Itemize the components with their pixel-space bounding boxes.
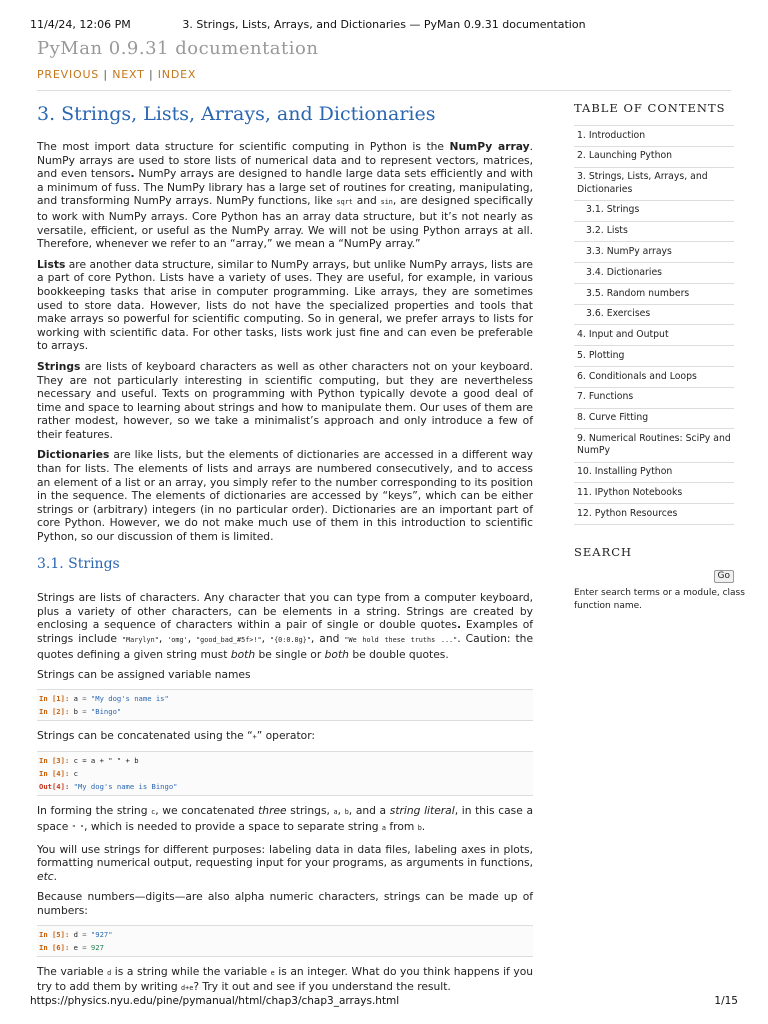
doc-title[interactable]: PyMan 0.9.31 documentation [37, 38, 319, 59]
paragraph-lists: Lists are another data structure, similar to NumPy arrays, but unlike NumPy arrays, lists are a part of core Python. Lists have a variety of uses. They are useful, for example, in various bookkeeping tasks that arise in computer programming. Like arrays, they are sometimes used to store data. However, lists do not have the specialized properties and tools that make arrays so powerful for scientific computing. So in general, we prefer arrays to lists for working with scientific data. For other tasks, lists work just fine and can even be preferable to arrays. [37, 257, 533, 353]
toc-item-introduction[interactable]: 1. Introduction [574, 126, 734, 147]
toc-item-curve-fitting[interactable]: 8. Curve Fitting [574, 409, 734, 430]
toc-item-input-output[interactable]: 4. Input and Output [574, 325, 734, 346]
paragraph-variable-types: The variable d is a string while the variable e is an integer. What do you think happens if you try to add them by writing d+e? Try it out and see if you understand the result. [37, 964, 534, 994]
sidebar [574, 101, 745, 613]
search-help: Enter search terms or a module, class function name. [574, 587, 745, 611]
paragraph-numpy: The most import data structure for scientific computing in Python is the NumPy array. NumPy arrays are used to store lists of numerical data and to represent vectors, matrices, and even tensors. NumPy arrays are designed to handle large data sets efficiently and with a minimum of fuss. The NumPy library has a large set of routines for creating, manipulating, and transforming NumPy arrays. NumPy functions, like sqrt and sin, are designed specifically to work with NumPy arrays. Core Python has an array data structure, but it’s not nearly as versatile, efficient, or useful as the NumPy array. We will not be using Python arrays at all. Therefore, whenever we refer to an “array,” we mean a “NumPy array.” [37, 140, 534, 251]
search-form [574, 569, 734, 585]
relation-nav [37, 68, 196, 81]
toc-item-numerical-routines[interactable]: 9. Numerical Routines: SciPy and NumPy [574, 429, 734, 462]
toc-item-python-resources[interactable]: 12. Python Resources [574, 504, 734, 525]
next-link[interactable]: NEXT [112, 68, 145, 81]
code-block: In [5]: d = "927" In [6]: e = 927 [37, 925, 533, 957]
toc-item-functions[interactable]: 7. Functions [574, 388, 734, 409]
paragraph-strings-intro: Strings are lists of characters. Any character that you can type from a computer keyboard, plus a variety of other characters, can be elements in a string. Strings are created by enclosing a sequence of characters within a pair of single or double quotes. Examples of strings include "Marylyn", 'omg', "good_bad_#5f>!", "{0:0.8g}", and "We hold these truths ...". Caution: the quotes defining a given string must both be single or both be double quotes. [37, 591, 534, 661]
print-date: 11/4/24, 12:06 PM [30, 18, 131, 31]
toc-list [574, 125, 734, 525]
code-block: In [1]: a = "My dog's name is" In [2]: b = "Bingo" [37, 689, 533, 721]
inline-code: sqrt [336, 198, 353, 207]
toc-item-strings-lists-arrays[interactable]: 3. Strings, Lists, Arrays, and Dictionaries [574, 168, 734, 201]
toc-item-plotting[interactable]: 5. Plotting [574, 346, 734, 367]
search-heading: SEARCH [574, 544, 633, 559]
print-url: https://physics.nyu.edu/pine/pymanual/html/chap3/chap3_arrays.html [30, 995, 400, 1007]
toc-item-ipython-notebooks[interactable]: 11. IPython Notebooks [574, 483, 734, 504]
paragraph-purposes: You will use strings for different purposes: labeling data in data files, labeling axes in plots, formatting numerical output, requesting input for your programs, as arguments in functions, etc. [37, 842, 533, 883]
toc-item-exercises[interactable]: 3.6. Exercises [574, 305, 734, 326]
print-page-title: 3. Strings, Lists, Arrays, and Dictionaries — PyMan 0.9.31 documentation [182, 18, 586, 31]
paragraph-forming-string: In forming the string c, we concatenated three strings, a, b, and a string literal, in this case a space " ", which is needed to provide a space to separate string a from b. [37, 804, 533, 833]
main-content [37, 98, 533, 1003]
paragraph-dictionaries: Dictionaries are like lists, but the elements of dictionaries are accessed in a different way than for lists. The elements of lists and arrays are numbered consecutively, and to access an element of a list or an array, you simply refer to the number corresponding to its position in the sequence. The elements of dictionaries are accessed by “keys”, which can be either strings or (arbitrary) integers (in no particular order). Dictionaries are an important part of core Python. However, we do not make much use of them in this introduction to scientific Python, so our discussion of them is limited. [37, 448, 533, 544]
search-input[interactable] [574, 569, 690, 582]
paragraph-strings: Strings are lists of keyboard characters as well as other characters not on your keyboard. They are not particularly interesting in scientific computing, but they are nevertheless necessary and useful. Texts on programming with Python typically devote a good deal of time and space to learning about strings and how to manipulate them. Our uses of them are rather modest, however, so we take a minimalist’s approach and only introduce a few of their features. [37, 359, 533, 441]
inline-code: sin [380, 198, 393, 207]
previous-link[interactable]: PREVIOUS [37, 68, 100, 81]
header-divider [37, 90, 731, 91]
go-button[interactable]: Go [714, 570, 734, 583]
toc-item-dictionaries[interactable]: 3.4. Dictionaries [574, 263, 734, 284]
toc-item-installing-python[interactable]: 10. Installing Python [574, 463, 734, 484]
section-heading: 3.1. Strings [37, 555, 120, 572]
toc-item-strings[interactable]: 3.1. Strings [574, 201, 734, 222]
paragraph-variable-names: Strings can be assigned variable names [37, 668, 251, 682]
toc-item-lists[interactable]: 3.2. Lists [574, 222, 734, 243]
toc-item-conditionals-loops[interactable]: 6. Conditionals and Loops [574, 367, 734, 388]
paragraph-numbers: Because numbers—digits—are also alpha numeric characters, strings can be made up of numbers: [37, 890, 533, 917]
toc-item-launching-python[interactable]: 2. Launching Python [574, 147, 734, 168]
nav-separator: | [148, 68, 154, 81]
paragraph-concatenate: Strings can be concatenated using the “+” operator: [37, 728, 316, 742]
code-block: In [3]: c = a + " " + b In [4]: c Out[4]: "My dog's name is Bingo" [37, 751, 533, 796]
nav-separator: | [103, 68, 108, 81]
page-title: 3. Strings, Lists, Arrays, and Dictionaries [37, 103, 436, 125]
toc-item-random-numbers[interactable]: 3.5. Random numbers [574, 284, 734, 305]
toc-heading: TABLE OF CONTENTS [574, 101, 726, 115]
toc-item-numpy-arrays[interactable]: 3.3. NumPy arrays [574, 242, 734, 263]
print-page-number: 1/15 [714, 995, 738, 1007]
index-link[interactable]: INDEX [157, 68, 197, 81]
